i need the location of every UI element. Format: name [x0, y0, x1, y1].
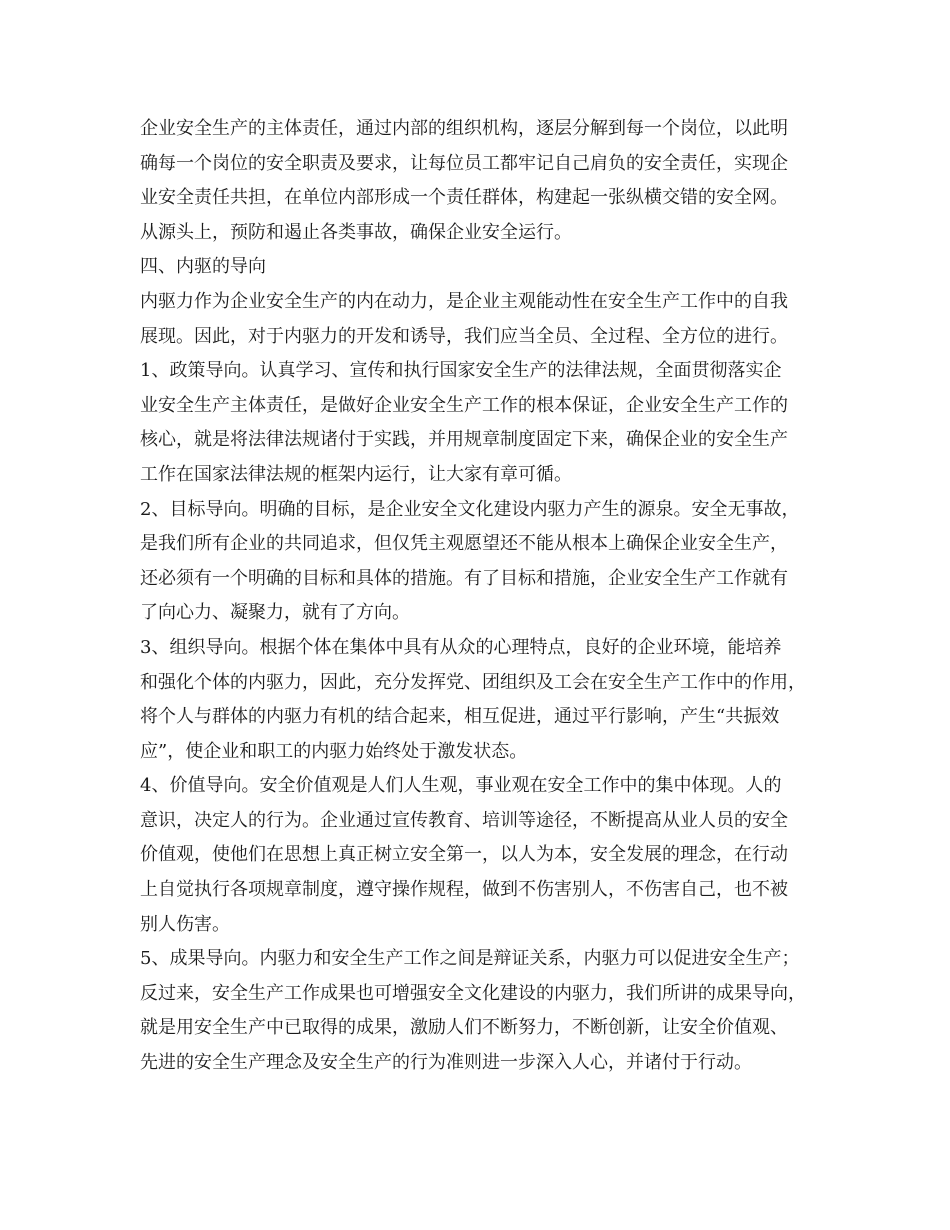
text-line: 业安全生产主体责任，是做好企业安全生产工作的根本保证，企业安全生产工作的 [140, 394, 788, 416]
text-line: 从源头上，预防和遏止各类事故，确保企业安全运行。 [140, 221, 572, 243]
text-line: 将个人与群体的内驱力有机的结合起来，相互促进，通过平行影响，产生“共振效 [140, 706, 780, 728]
text-line: 就是用安全生产中已取得的成果，激励人们不断努力，不断创新，让安全价值观、 [140, 1017, 788, 1039]
text-line: 4、价值导向。安全价值观是人们人生观，事业观在安全工作中的集中体现。人的 [140, 775, 782, 797]
section-heading: 四、内驱的导向 [140, 256, 266, 278]
text-line: 上自觉执行各项规章制度，遵守操作规程，做到不伤害别人，不伤害自己，也不被 [140, 879, 788, 901]
text-line: 还必须有一个明确的目标和具体的措施。有了目标和措施，企业安全生产工作就有 [140, 567, 788, 589]
text-line: 和强化个体的内驱力，因此，充分发挥党、团组织及工会在安全生产工作中的作用， [140, 671, 806, 693]
text-line: 展现。因此，对于内驱力的开发和诱导，我们应当全员、全过程、全方位的进行。 [140, 325, 788, 347]
text-line: 2、目标导向。明确的目标，是企业安全文化建设内驱力产生的源泉。安全无事故， [140, 498, 800, 520]
text-line: 核心，就是将法律法规诸付于实践，并用规章制度固定下来，确保企业的安全生产 [140, 429, 788, 451]
text-line: 意识，决定人的行为。企业通过宣传教育、培训等途径，不断提高从业人员的安全 [140, 809, 788, 831]
text-line: 是我们所有企业的共同追求，但仅凭主观愿望还不能从根本上确保企业安全生产， [140, 533, 788, 555]
text-line: 应”，使企业和职工的内驱力始终处于激发状态。 [140, 740, 528, 762]
text-line: 确每一个岗位的安全职责及要求，让每位员工都牢记自己肩负的安全责任，实现企 [140, 152, 788, 174]
text-line: 反过来，安全生产工作成果也可增强安全文化建设的内驱力，我们所讲的成果导向， [140, 982, 806, 1004]
document-body [140, 112, 820, 1081]
text-line: 5、成果导向。内驱力和安全生产工作之间是辩证关系，内驱力可以促进安全生产； [140, 948, 800, 970]
text-line: 价值观，使他们在思想上真正树立安全第一，以人为本，安全发展的理念，在行动 [140, 844, 788, 866]
text-line: 先进的安全生产理念及安全生产的行为准则进一步深入人心，并诸付于行动。 [140, 1052, 752, 1074]
text-line: 了向心力、凝聚力，就有了方向。 [140, 602, 410, 624]
text-line: 工作在国家法律法规的框架内运行，让大家有章可循。 [140, 463, 572, 485]
text-line: 3、组织导向。根据个体在集体中具有从众的心理特点，良好的企业环境，能培养 [140, 636, 782, 658]
text-line: 1、政策导向。认真学习、宣传和执行国家安全生产的法律法规，全面贯彻落实企 [140, 360, 782, 382]
text-line: 企业安全生产的主体责任，通过内部的组织机构，逐层分解到每一个岗位，以此明 [140, 118, 788, 139]
text-line: 业安全责任共担，在单位内部形成一个责任群体，构建起一张纵横交错的安全网。 [140, 187, 788, 209]
text-line: 内驱力作为企业安全生产的内在动力，是企业主观能动性在安全生产工作中的自我 [140, 290, 788, 312]
text-line: 别人伤害。 [140, 913, 230, 935]
